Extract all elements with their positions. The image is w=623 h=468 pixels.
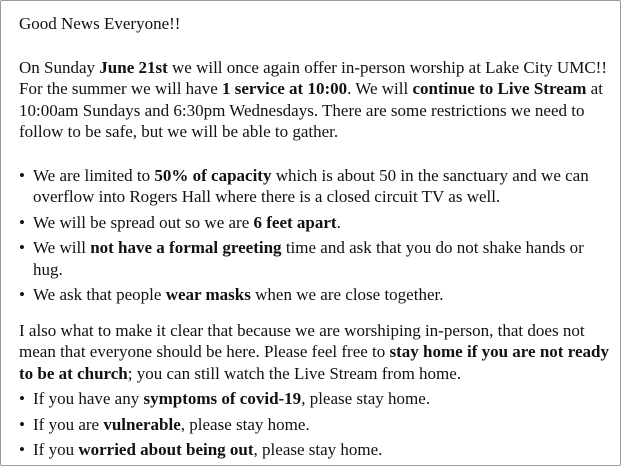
item-emphasis: 50% of capacity: [154, 165, 272, 185]
list-item: [19, 212, 613, 234]
concern-text-1: I also what to make it clear that because we are worshiping in-person, that does not mean that everyone should be here. Please feel free to: [19, 320, 585, 361]
item-text: which is about 50 in the sanctuary and we can overflow into Rogers Hall where there is a closed circuit TV as well.: [33, 165, 589, 206]
item-text: We will: [33, 238, 91, 257]
item-text: , please stay home.: [253, 440, 383, 459]
bullet-icon: •: [19, 165, 25, 185]
item-text: If you are: [33, 414, 104, 434]
greeting-line: Good News Everyone!!: [19, 14, 181, 33]
bullet-icon: •: [19, 238, 25, 257]
bullet-icon: •: [19, 212, 25, 232]
item-text: If you have any: [33, 389, 144, 408]
intro-text-1: On Sunday: [19, 57, 100, 77]
list-item: [19, 165, 613, 208]
bullet-icon: •: [19, 414, 25, 434]
item-text: We ask that people: [33, 285, 166, 304]
intro-text-4: at 10:00am Sundays and 6:30pm Wednesdays. There are some restrictions we need to follow to be safe, but we will be able to gather.: [19, 79, 603, 141]
live-stream-note: continue to Live Stream: [412, 79, 587, 98]
service-time: 1 service at 10:00: [222, 79, 348, 98]
intro-text-3: . We will: [347, 79, 413, 98]
bullet-icon: •: [19, 440, 25, 459]
list-item: [19, 439, 613, 461]
bullet-icon: •: [19, 285, 25, 304]
item-emphasis: 6 feet apart: [253, 212, 337, 232]
item-emphasis: symptoms of covid-19: [143, 389, 302, 408]
item-text: , please stay home.: [180, 414, 310, 434]
item-text: , please stay home.: [301, 389, 431, 408]
item-text: We are limited to: [33, 165, 155, 185]
item-emphasis: vulnerable: [103, 414, 181, 434]
item-text: when we are close together.: [250, 285, 444, 304]
item-emphasis: worried about being out: [78, 440, 254, 459]
list-item: [19, 388, 613, 410]
item-text: If you: [33, 440, 79, 459]
item-text: time and ask that you do not shake hands or hug.: [33, 238, 584, 279]
intro-text-2: we will once again offer in-person worship at Lake City UMC!! For the summer we will have: [19, 57, 607, 98]
item-text: .: [336, 212, 341, 232]
restrictions-list: [19, 165, 613, 306]
concern-paragraph: [19, 320, 613, 385]
stay-home-list: [19, 388, 613, 461]
stay-home-emphasis: stay home if you are not ready to be at church: [19, 342, 609, 383]
concern-text-2: ; you can still watch the Live Stream from home.: [127, 363, 462, 383]
intro-paragraph: [19, 57, 613, 143]
item-text: We will be spread out so we are: [33, 212, 254, 232]
worship-date: June 21st: [99, 57, 168, 77]
list-item: [19, 414, 613, 436]
item-emphasis: wear masks: [165, 285, 251, 304]
item-emphasis: not have a formal greeting: [90, 238, 282, 257]
list-item: [19, 237, 613, 280]
bullet-icon: •: [19, 389, 25, 408]
list-item: [19, 284, 613, 306]
announcement-body: [19, 13, 613, 465]
